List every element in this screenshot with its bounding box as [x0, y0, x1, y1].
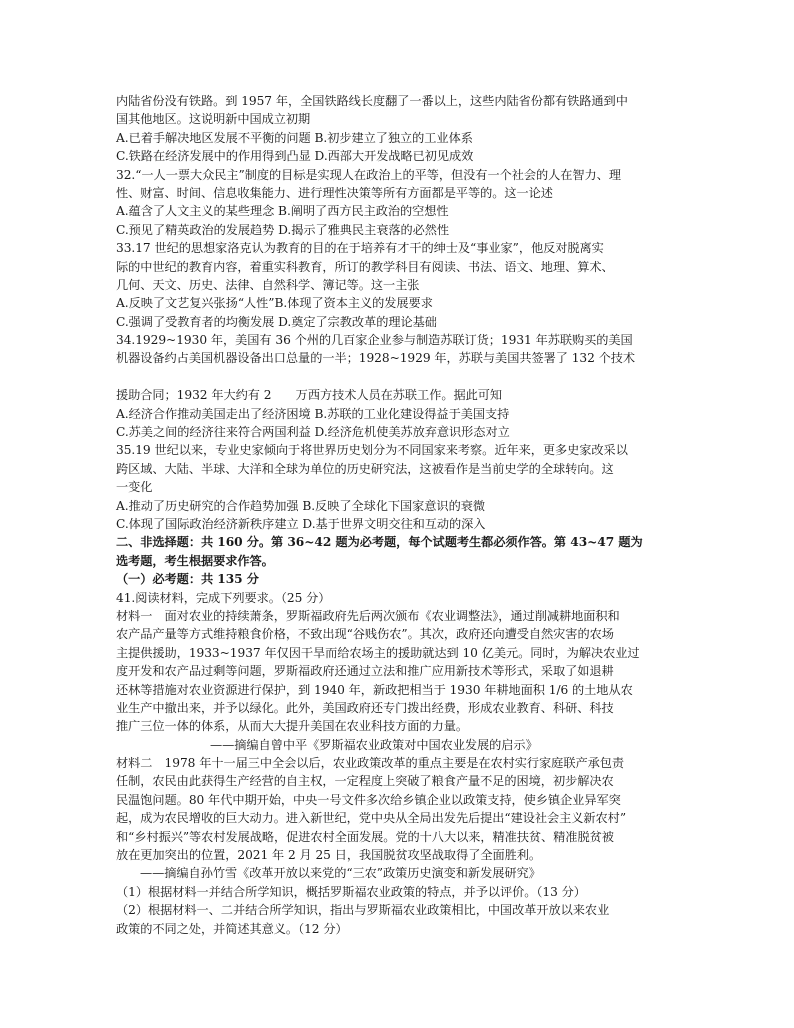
text-line: 跨区域、大陆、半球、大洋和全球为单位的历史研究法，这被看作是当前史学的全球转向。这	[116, 461, 614, 476]
text-line: 业生产中撤出来，并予以绿化。此外，美国政府还专门拨出经费，形成农业教育、科研、科技	[116, 700, 614, 715]
text-line: 机器设备约占美国机器设备出口总量的一半；1928~1929 年，苏联与美国共签署了 132 个技术	[116, 351, 636, 366]
text-line: 性、财富、时间、信息收集能力、进行理性决策等所有方面都是平等的。这一论述	[116, 185, 553, 200]
text-line: 推广三位一体的体系，从而大大提升美国在农业科技方面的力量。	[116, 719, 468, 734]
question-34: 34.1929~1930 年，美国有 36 个州的几百家企业参与制造苏联订货；1931 年苏联购买的美国	[116, 333, 633, 348]
subsection-heading: （一）必考题：共 135 分	[116, 572, 259, 587]
source-citation: ——摘编自孙竹雪《改革开放以来党的“三农”政策历史演变和新发展研究》	[140, 866, 541, 881]
text-line: 主提供援助，1933~1937 年仅因干旱而给农场主的援助就达到 10 亿美元。同时，为解决农业过	[116, 645, 640, 660]
option-line: A.推动了历史研究的合作趋势加强 B.反映了全球化下国家意识的衰微	[116, 498, 485, 513]
text-line: 农产品产量等方式维持粮食价格，不致出现“谷贱伤农”。其次，政府还向遭受自然灾害的农场	[116, 627, 614, 642]
text-line: 际的中世纪的教育内容，着重实科教育，所订的教学科目有阅读、书法、语文、地理、算术、	[116, 259, 614, 274]
text-line: 任制，农民由此获得生产经营的自主权，一定程度上突破了粮食产量不足的困境，初步解决农	[116, 774, 614, 789]
blank-line	[116, 368, 686, 386]
section-heading: 二、非选择题：共 160 分。第 36~42 题为必考题，每个试题考生都必须作答。第 43~47 题为	[116, 535, 643, 550]
text-line: 内陆省份没有铁路。到 1957 年，全国铁路线长度翻了一番以上，这些内陆省份都有铁路通到中	[116, 94, 628, 108]
source-citation: ——摘编自曾中平《罗斯福农业政策对中国农业发展的启示》	[210, 737, 538, 752]
text-line: 几何、天文、历史、法律、自然科学、簿记等。这一主张	[116, 277, 420, 292]
option-line: A.已着手解决地区发展不平衡的问题 B.初步建立了独立的工业体系	[116, 130, 473, 145]
option-line: C.体现了国际政治经济新秩序建立 D.基于世界文明交往和互动的深入	[116, 516, 486, 531]
option-line: C.铁路在经济发展中的作用得到凸显 D.西部大开发战略已初见成效	[116, 149, 474, 164]
option-line: C.预见了精英政治的发展趋势 D.揭示了雅典民主衰落的必然性	[116, 222, 450, 237]
text-line: 放在更加突出的位置，2021 年 2 月 25 日，我国脱贫攻坚战取得了全面胜利。	[116, 848, 542, 863]
section-heading: 选考题，考生根据要求作答。	[116, 553, 274, 568]
option-line: C.强调了受教育者的均衡发展 D.奠定了宗教改革的理论基础	[116, 314, 437, 329]
sub-question-2: （2）根据材料一、二并结合所学知识，指出与罗斯福农业政策相比，中国改革开放以来农业	[116, 903, 610, 918]
text-line: 还林等措施对农业资源进行保护，到 1940 年，新政把相当于 1930 年耕地面积 1/6 的土地从农	[116, 682, 633, 697]
option-line: A.经济合作推动美国走出了经济困境 B.苏联的工业化建设得益于美国支持	[116, 406, 510, 421]
text-line: 和“乡村振兴”等农村发展战略，促进农村全面发展。党的十八大以来，精准扶贫、精准脱贫被	[116, 829, 614, 844]
text-line: 民温饱问题。80 年代中期开始，中央一号文件多次给乡镇企业以政策支持，使乡镇企业异军突	[116, 792, 621, 807]
question-33: 33.17 世纪的思想家洛克认为教育的目的在于培养有才干的绅士及“事业家”，他反对脱离实	[116, 241, 604, 256]
text-line: 政策的不同之处，并简述其意义。（12 分）	[116, 921, 348, 936]
question-32: 32.“一人一票大众民主”制度的目标是实现人在政治上的平等，但没有一个社会的人在智力、理	[116, 167, 621, 182]
question-35: 35.19 世纪以来，专业史家倾向于将世界历史划分为不同国家来考察。近年来，更多史家改采以	[116, 443, 628, 458]
text-line: 国其他地区。这说明新中国成立初期	[116, 112, 311, 127]
material-2: 材料二 1978 年十一届三中全会以后，农业政策改革的重点主要是在农村实行家庭联产承包责	[116, 756, 625, 771]
text-line: 援助合同；1932 年大约有 2 万西方技术人员在苏联工作。据此可知	[116, 388, 503, 403]
exam-text	[116, 92, 686, 938]
text-line: 起，成为农民增收的巨大动力。进入新世纪，党中央从全局出发先后提出“建设社会主义新农村”	[116, 811, 626, 826]
sub-question-1: （1）根据材料一并结合所学知识，概括罗斯福农业政策的特点，并予以评价。（13 分）	[116, 884, 586, 899]
option-line: C.苏美之间的经济往来符合两国利益 D.经济危机使美苏放弃意识形态对立	[116, 425, 510, 440]
material-1: 材料一 面对农业的持续萧条，罗斯福政府先后两次颁布《农业调整法》，通过削减耕地面积和	[116, 608, 620, 623]
question-41: 41.阅读材料，完成下列要求。（25 分）	[116, 590, 331, 605]
text-line: 一变化	[116, 480, 153, 495]
text-line: 度开发和农产品过剩等问题，罗斯福政府还通过立法和推广应用新技术等形式，采取了如退耕	[116, 664, 614, 679]
option-line: A.蕴含了人文主义的某些理念 B.阐明了西方民主政治的空想性	[116, 204, 449, 219]
option-line: A.反映了文艺复兴张扬“人性”B.体现了资本主义的发展要求	[116, 296, 433, 311]
